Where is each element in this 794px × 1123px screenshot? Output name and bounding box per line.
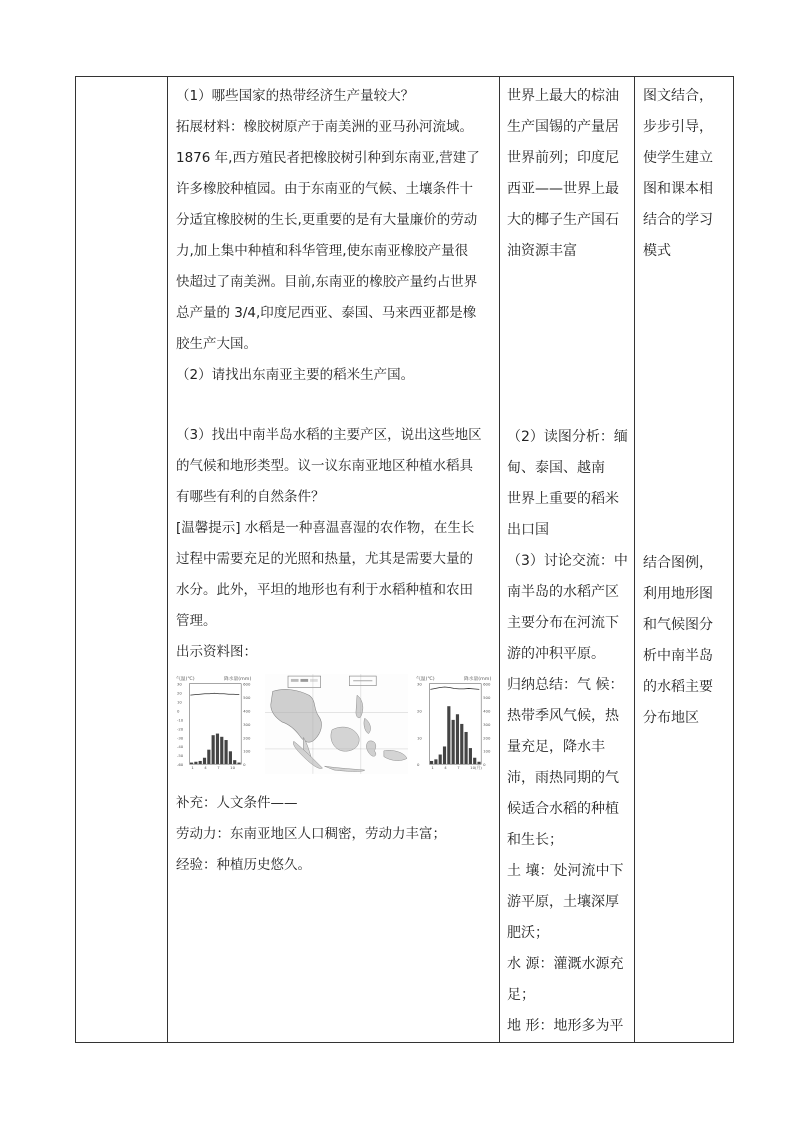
stage-cell [76, 77, 168, 1043]
question-1: （1）哪些国家的热带经济生产量较大？ [176, 88, 415, 104]
spacer [507, 267, 630, 422]
intent-2-line: 结合图例， [643, 555, 713, 571]
precip-bar [435, 759, 438, 764]
month-tick-label: 10 [230, 764, 236, 770]
material-line: 胶生产大国。 [176, 336, 257, 352]
temp-tick-label: 0 [176, 708, 180, 714]
tip-line: 水分。此外，平坦的地形也有利于水稻种植和农田 [176, 582, 473, 598]
month-tick-label: 7 [457, 764, 461, 770]
answer-3-line: 游平原，土壤深厚 [507, 894, 619, 910]
intent-1-line: 结合的学习 [643, 212, 713, 228]
teacher-activity-cell [168, 77, 500, 1043]
answer-3-line: 沛，雨热同期的气 [507, 770, 619, 786]
precip-tick-label: 100 [243, 748, 251, 754]
answer-3-line: 归纳总结：气 候： [507, 677, 624, 693]
precip-tick-label: 400 [243, 708, 251, 714]
answer-3-line: 游的冲积平原。 [507, 646, 605, 662]
spacer [176, 391, 495, 420]
precip-tick-label: 300 [243, 721, 251, 727]
right-chart-frame [430, 684, 482, 765]
precip-tick-label: 600 [243, 681, 251, 687]
temp-tick-label: 0 [417, 762, 420, 768]
precip-tick-label: 500 [243, 694, 251, 700]
answer-1-line: 生产国锡的产量居 [507, 119, 619, 135]
answer-1-line: 西亚——世界上最 [507, 181, 619, 197]
intent-2-line: 的水稻主要 [643, 679, 713, 695]
temp-tick-label: -40 [176, 744, 184, 750]
material-line: 分适宜橡胶树的生长,更重要的是有大量廉价的劳动 [176, 212, 478, 228]
intent-1-line: 模式 [643, 243, 671, 259]
student-activity-cell [500, 77, 635, 1043]
precip-tick-label: 600 [483, 681, 491, 687]
temp-tick-label: -60 [176, 762, 184, 768]
temp-tick-label: -10 [176, 717, 184, 723]
month-tick-label: 4 [444, 764, 448, 770]
temp-tick-label: 20 [176, 690, 182, 696]
southeast-asia-map [265, 672, 409, 776]
answer-3-line: 主要分布在河流下 [507, 615, 619, 631]
temp-tick-label: 10 [417, 735, 423, 741]
supplement-line: 劳动力：东南亚地区人口稠密，劳动力丰富； [176, 826, 446, 842]
lesson-table [75, 76, 734, 1043]
precip-bar [443, 746, 446, 764]
precip-bar [465, 732, 468, 764]
answer-3-line: 足； [507, 987, 535, 1003]
material-line: 力,加上集中种植和科华管理,使东南亚橡胶产量很 [176, 243, 469, 259]
tip-line: 过程中需要充足的光照和热量，尤其是需要大量的 [176, 551, 473, 567]
answer-3-line: 南半岛的水稻产区 [507, 584, 619, 600]
climate-chart-left [176, 672, 255, 772]
precip-bar [237, 763, 240, 765]
precip-bar [474, 758, 477, 764]
temp-tick-label: -20 [176, 726, 184, 732]
precip-bar [452, 720, 455, 764]
month-tick-label: 1 [191, 764, 194, 770]
left-chart-temp-curve [190, 693, 239, 695]
temp-tick-label: 30 [176, 681, 182, 687]
precip-bar [190, 763, 193, 765]
resource-figure [176, 672, 495, 780]
precip-bar [212, 735, 215, 764]
answer-3-line: （3）讨论交流：中 [507, 553, 628, 569]
show-figure-label: 出示资料图： [176, 644, 257, 660]
month-tick-label: 1 [431, 764, 435, 770]
month-tick-label: 4 [204, 764, 207, 770]
answer-2-line: （2）读图分析：缅 [507, 429, 628, 445]
right-chart-precip-label: 降水量(mm) [464, 676, 492, 682]
intent-2-line: 利用地形图 [643, 586, 713, 602]
precip-bar [229, 751, 232, 764]
supplement-line: 经验：种植历史悠久。 [176, 857, 311, 873]
intent-2-line: 和气候图分 [643, 617, 713, 633]
right-chart-temp-curve [431, 687, 480, 689]
answer-3-line: 热带季风气候，热 [507, 708, 619, 724]
temp-tick-label: -50 [176, 753, 184, 759]
question-3-line: 有哪些有利的自然条件？ [176, 489, 325, 505]
precip-bar [225, 740, 228, 764]
precip-bar [448, 706, 451, 764]
answer-3-line: 量充足，降水丰 [507, 739, 605, 755]
intent-1-line: 步步引导， [643, 119, 713, 135]
answer-1-line: 世界前列；印度尼 [507, 150, 619, 166]
intent-2-line: 分布地区 [643, 710, 699, 726]
answer-1-line: 世界上最大的棕油 [507, 88, 619, 104]
precip-bar [461, 724, 464, 764]
precip-tick-label: 0 [483, 762, 486, 768]
answer-2-line: 出口国 [507, 522, 549, 538]
answer-3-line: 和生长； [507, 832, 563, 848]
precip-bar [199, 761, 202, 764]
answer-2-line: 世界上重要的稻米 [507, 491, 619, 507]
material-line: 许多橡胶种植园。由于东南亚的气候、土壤条件十 [176, 181, 473, 197]
precip-tick-label: 200 [243, 735, 251, 741]
question-3-line: （3）找出中南半岛水稻的主要产区，说出这些地区 [176, 427, 482, 443]
spacer [643, 267, 729, 548]
precip-tick-label: 500 [483, 694, 491, 700]
answer-3-line: 肥沃； [507, 925, 549, 941]
month-tick-label: 10(月) [470, 764, 483, 770]
tip-line: 管理。 [176, 613, 217, 629]
climate-chart-right [416, 672, 495, 772]
precip-bar [194, 762, 197, 764]
intent-1-line: 图和课本相 [643, 181, 713, 197]
temp-tick-label: 20 [417, 708, 423, 714]
question-2: （2）请找出东南亚主要的稻米生产国。 [176, 367, 415, 383]
intent-1-line: 使学生建立 [643, 150, 713, 166]
precip-bar [430, 761, 433, 764]
material-line: 总产量的 3/4,印度尼西亚、泰国、马来西亚都是橡 [176, 305, 477, 321]
question-3-line: 的气候和地形类型。议一议东南亚地区种植水稻具 [176, 458, 473, 474]
answer-2-line: 甸、泰国、越南 [507, 460, 605, 476]
precip-bar [439, 755, 442, 765]
material-line: 拓展材料：橡胶树原产于南美洲的亚马孙河流域。 [176, 119, 473, 135]
precip-bar [207, 750, 210, 764]
precip-bar [220, 737, 223, 764]
intent-1-line: 图文结合， [643, 88, 713, 104]
answer-1-line: 大的椰子生产国石 [507, 212, 619, 228]
precip-tick-label: 300 [483, 721, 491, 727]
precip-bar [233, 760, 236, 764]
answer-1-line: 油资源丰富 [507, 243, 577, 259]
right-chart-temp-label: 气温(℃) [416, 676, 436, 682]
month-tick-label: 7 [217, 764, 220, 770]
precip-tick-label: 100 [483, 748, 491, 754]
answer-3-line: 水 源：灌溉水源充 [507, 956, 624, 972]
answer-3-line: 土 壤：处河流中下 [507, 863, 624, 879]
extension-material [176, 112, 495, 360]
temp-tick-label: 30 [417, 681, 423, 687]
temp-tick-label: 10 [176, 699, 182, 705]
design-intent-cell [635, 77, 734, 1043]
answer-3-line: 地 形：地形多为平 [507, 1018, 624, 1034]
answer-3-line: 候适合水稻的种植 [507, 801, 619, 817]
precip-bar [216, 734, 219, 765]
precip-bar [469, 748, 472, 764]
left-chart-frame [189, 684, 241, 765]
tip-line: [温馨提示] 水稻是一种喜温喜湿的农作物，在生长 [176, 520, 475, 536]
temp-tick-label: -30 [176, 735, 184, 741]
precip-bar [478, 762, 481, 764]
material-line: 快超过了南美洲。目前,东南亚的橡胶产量约占世界 [176, 274, 478, 290]
intent-2-line: 析中南半岛 [643, 648, 713, 664]
precip-bar [456, 714, 459, 764]
material-line: 1876 年,西方殖民者把橡胶树引种到东南亚,营建了 [176, 150, 480, 166]
precip-tick-label: 0 [243, 762, 246, 768]
precip-tick-label: 200 [483, 735, 491, 741]
left-chart-temp-label: 气温(℃) [176, 676, 195, 682]
supplement-line: 补充：人文条件—— [176, 795, 298, 811]
left-chart-precip-label: 降水量(mm) [223, 676, 252, 682]
precip-tick-label: 400 [483, 708, 491, 714]
precip-bar [203, 758, 206, 764]
